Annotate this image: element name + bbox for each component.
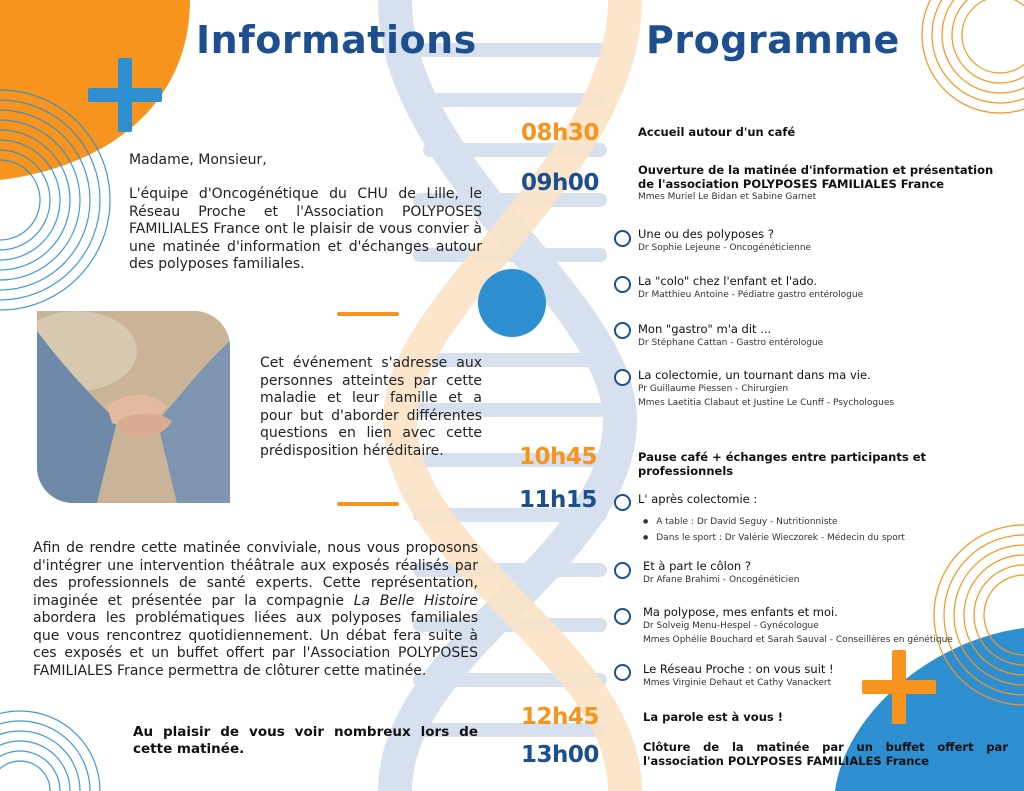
talk-speaker: Mmes Ophélie Bouchard et Sarah Sauval - Conseillères en génétique	[643, 635, 953, 645]
event-pause: Pause café + échanges entre participants et professionnels	[638, 450, 927, 478]
timeline-circle-icon	[614, 276, 631, 293]
informations-title: Informations	[196, 18, 477, 62]
concentric-circles-icon	[0, 711, 100, 791]
talk-speaker: Dr Afane Brahimi - Oncogénéticien	[643, 575, 800, 585]
closing-text: Au plaisir de vous voir nombreux lors de cette matinée.	[133, 724, 478, 757]
talk-speaker: Dr Stéphane Cattan - Gastro entérologue	[638, 338, 824, 348]
hands-photo	[37, 311, 230, 503]
list-item: ● Dans le sport : Dr Valérie Wieczorek - Médecin du sport	[643, 530, 905, 546]
time-1245: 12h45	[521, 704, 599, 730]
talk-speaker: Dr Sophie Lejeune - Oncogénéticienne	[638, 243, 812, 253]
talk-title: Ma polypose, mes enfants et moi.	[643, 605, 838, 619]
time-1045: 10h45	[519, 444, 597, 470]
theatre-paragraph	[33, 540, 478, 680]
talk-speaker: Dr Matthieu Antoine - Pédiatre gastro entérologue	[638, 290, 864, 300]
timeline-circle-icon	[614, 494, 631, 511]
speakers-ouverture: Mmes Muriel Le Bidan et Sabine Garnet	[638, 192, 817, 202]
talk-title: Et à part le côlon ?	[643, 559, 751, 573]
talk-speaker: Dr Solveig Menu-Hespel - Gynécologue	[643, 621, 819, 631]
greeting: Madame, Monsieur,	[129, 152, 267, 168]
talk-title: Une ou des polyposes ?	[638, 227, 774, 241]
apres-bullet-list	[643, 514, 905, 546]
event-paragraph: Cet événement s'adresse aux personnes atteintes par cette maladie et leur famille et a pour but d'aborder différentes questions en lien avec cette prédisposition héréditaire.	[260, 355, 482, 459]
theatre-text-after: abordera les problématiques liées aux polyposes familiales que vous rencontrez quotidiennement. Un débat fera suite à ces exposés et un buffet offert par l'Association POLYPOSES FAMILIALES France permettra de clôturer cette matinée.	[33, 610, 478, 679]
list-item: ● A table : Dr David Seguy - Nutritionniste	[643, 514, 905, 530]
theatre-text-before: Afin de rendre cette matinée conviviale, nous vous proposons d'intégrer une intervention théâtrale aux exposés réalisés par des professionnels de santé experts. Cette représentation, imaginée et présentée par la compagnie	[33, 540, 478, 609]
blue-dot	[478, 269, 546, 337]
divider-dash	[337, 502, 399, 506]
time-0900: 09h00	[521, 170, 599, 196]
talk-title: Mon "gastro" m'a dit ...	[638, 322, 772, 336]
time-1115: 11h15	[519, 487, 597, 513]
time-0830: 08h30	[521, 120, 599, 146]
talk-title: La colectomie, un tournant dans ma vie.	[638, 368, 871, 382]
event-ouverture: Ouverture de la matinée d'information et présentation de l'association POLYPOSES FAMILIALES France	[638, 163, 994, 191]
timeline-circle-icon	[614, 664, 631, 681]
talk-speaker: Pr Guillaume Piessen - Chirurgien	[638, 384, 789, 394]
timeline-circle-icon	[614, 369, 631, 386]
timeline-circle-icon	[614, 562, 631, 579]
event-parole: La parole est à vous !	[643, 710, 783, 724]
talk-title: Le Réseau Proche : on vous suit !	[643, 662, 834, 676]
timeline-circle-icon	[614, 230, 631, 247]
timeline-circle-icon	[614, 608, 631, 625]
event-accueil: Accueil autour d'un café	[638, 125, 796, 139]
event-cloture: Clôture de la matinée par un buffet offert par l'association POLYPOSES FAMILIALES France	[643, 740, 1008, 768]
talk-speaker: Mmes Laetitia Clabaut et Justine Le Cunff - Psychologues	[638, 398, 895, 408]
company-name: La Belle Histoire	[353, 592, 478, 609]
hands-illustration	[37, 311, 230, 503]
concentric-circles-icon	[922, 0, 1024, 113]
divider-dash	[337, 312, 399, 316]
intro-paragraph: L'équipe d'Oncogénétique du CHU de Lille, le Réseau Proche et l'Association POLYPOSES FAMILIALES France ont le plaisir de vous convier à une matinée d'information et d'échanges autour des polyposes familiales.	[129, 186, 482, 272]
programme-title: Programme	[646, 18, 900, 62]
talk-title: La "colo" chez l'enfant et l'ado.	[638, 274, 818, 288]
talk-speaker: Mmes Virginie Dehaut et Cathy Vanackert	[643, 678, 832, 688]
timeline-circle-icon	[614, 322, 631, 339]
talk-title: L' après colectomie :	[638, 492, 758, 506]
time-1300: 13h00	[521, 742, 599, 768]
